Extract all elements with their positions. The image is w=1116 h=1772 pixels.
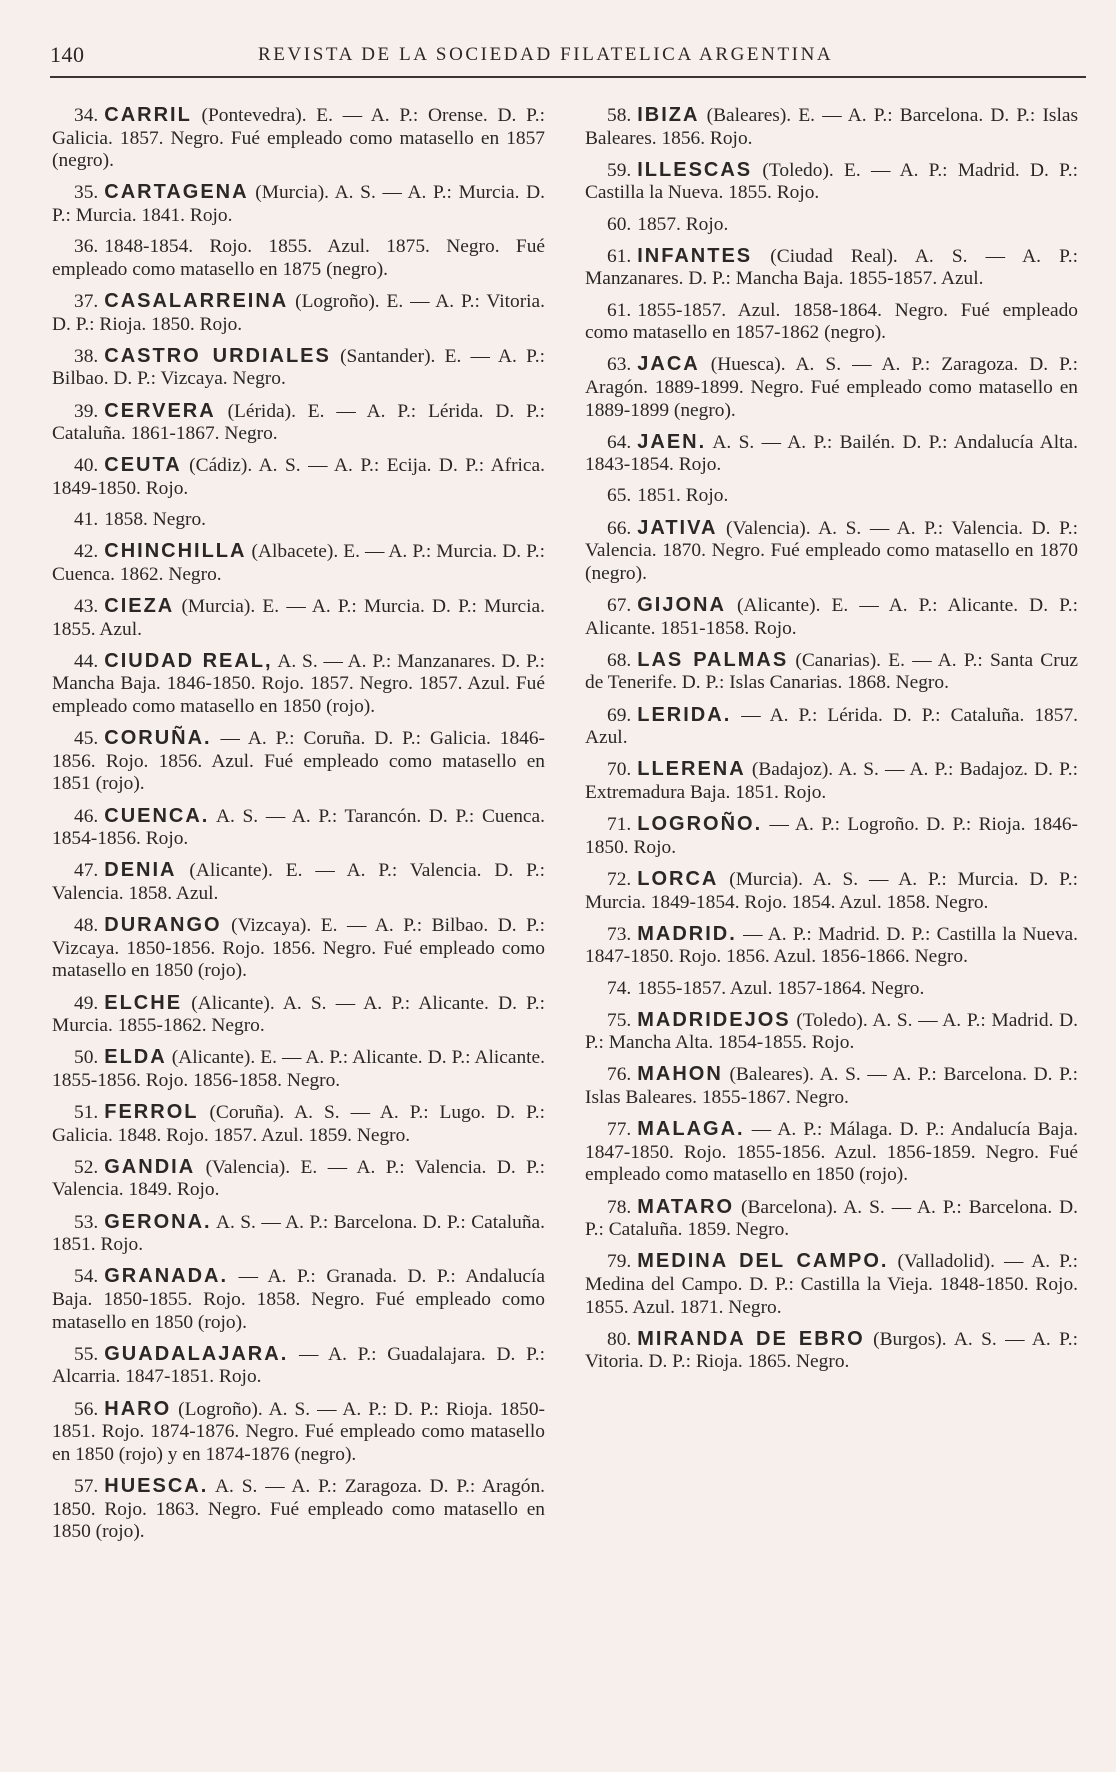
page-header [50, 36, 1086, 78]
entry-town: LAS PALMAS [637, 648, 789, 671]
entry-description: A. S. — A. P.: Tarancón. D. P.: Cuenca. 1854-1856. Rojo. [52, 805, 545, 850]
entry-town: MALAGA. [637, 1118, 745, 1141]
entry-number: 36. [74, 236, 99, 258]
entry-number: 57. [74, 1475, 99, 1497]
catalog-entry [52, 104, 545, 173]
entry-description: (Valladolid). — A. P.: Medina del Campo. D. P.: Castilla la Vieja. 1848-1850. Rojo. 1855. Azul. 1871. Negro. [585, 1251, 1078, 1318]
entry-description: (Alicante). A. S. — A. P.: Alicante. D. P.: Murcia. 1855-1862. Negro. [52, 992, 545, 1037]
entry-description: (Vizcaya). E. — A. P.: Bilbao. D. P.: Vizcaya. 1850-1856. Rojo. 1856. Negro. Fué empleado como matasello en 1850 (rojo). [52, 915, 545, 982]
entry-description: — A. P.: Logroño. D. P.: Rioja. 1846-1850. Rojo. [585, 814, 1078, 858]
catalog-entry [52, 805, 545, 851]
entry-number: 63. [607, 354, 632, 376]
entry-description: 1855-1857. Azul. 1857-1864. Negro. [637, 977, 925, 999]
entry-description: — A. P.: Madrid. D. P.: Castilla la Nueva. 1847-1850. Rojo. 1856. Azul. 1856-1866. Negro. [585, 923, 1078, 968]
catalog-entry [585, 649, 1078, 695]
catalog-entry [52, 1101, 545, 1147]
entry-description: (Barcelona). A. S. — A. P.: Barcelona. D. P.: Cataluña. 1859. Negro. [585, 1196, 1078, 1241]
entry-number: 48. [74, 915, 99, 937]
entry-number: 42. [74, 541, 99, 563]
entry-town: DENIA [104, 859, 177, 882]
catalog-entry [52, 509, 545, 532]
entry-number: 52. [74, 1156, 99, 1178]
entry-description: A. S. — A. P.: Zaragoza. D. P.: Aragón. 1850. Rojo. 1863. Negro. Fué empleado como matasello en 1850 (rojo). [52, 1475, 545, 1543]
catalog-entry [585, 1118, 1078, 1187]
page-number: 140 [50, 42, 85, 67]
entry-number: 61. [607, 299, 632, 321]
entry-town: LERIDA. [637, 703, 732, 726]
entry-description: — A. P.: Lérida. D. P.: Cataluña. 1857. Azul. [585, 704, 1078, 749]
entry-description: (Toledo). E. — A. P.: Madrid. D. P.: Castilla la Nueva. 1855. Rojo. [585, 159, 1078, 204]
entry-number: 77. [607, 1119, 632, 1141]
entry-description: — A. P.: Málaga. D. P.: Andalucía Baja. 1847-1850. Rojo. 1855-1856. Azul. 1856-1859. Negro. Fué empleado como matasello en 1850 (rojo). [585, 1119, 1078, 1186]
entry-town: JACA [637, 353, 700, 376]
entry-description: (Coruña). A. S. — A. P.: Lugo. D. P.: Galicia. 1848. Rojo. 1857. Azul. 1859. Negro. [52, 1102, 545, 1146]
entry-description: 1857. Rojo. [637, 213, 729, 235]
entry-number: 49. [74, 992, 99, 1014]
entry-description: (Murcia). E. — A. P.: Murcia. D. P.: Murcia. 1855. Azul. [52, 596, 545, 640]
entry-number: 51. [74, 1102, 99, 1124]
entry-number: 70. [607, 759, 632, 781]
entry-description: A. S. — A. P.: Manzanares. D. P.: Mancha Baja. 1846-1850. Rojo. 1857. Negro. 1857. Azul. Fué empleado como matasello en 1850 (rojo). [52, 650, 545, 717]
entry-town: CARRIL [104, 104, 192, 126]
entry-town: LORCA [637, 867, 719, 890]
entry-town: CORUÑA. [104, 727, 212, 750]
catalog-entry [52, 992, 545, 1038]
catalog-entry [52, 1398, 545, 1467]
entry-town: IBIZA [637, 104, 700, 126]
entry-town: JAEN. [637, 430, 707, 453]
entry-town: MATARO [637, 1195, 735, 1218]
entry-description: — A. P.: Granada. D. P.: Andalucía Baja. 1850-1855. Rojo. 1858. Negro. Fué empleado como matasello en 1850 (rojo). [52, 1266, 545, 1333]
entry-number: 74. [607, 977, 632, 999]
catalog-entry [585, 923, 1078, 969]
entry-description: (Canarias). E. — A. P.: Santa Cruz de Tenerife. D. P.: Islas Canarias. 1868. Negro. [585, 649, 1078, 694]
entry-town: GIJONA [637, 594, 726, 617]
entry-town: GUADALAJARA. [104, 1342, 289, 1365]
catalog-entry [585, 1328, 1078, 1374]
catalog-entry [585, 245, 1078, 291]
catalog-entry [585, 431, 1078, 477]
entry-description: (Huesca). A. S. — A. P.: Zaragoza. D. P.: Aragón. 1889-1899. Negro. Fué empleado como matasello en 1889-1899 (negro). [585, 354, 1078, 421]
entry-number: 80. [607, 1328, 632, 1350]
entry-number: 34. [74, 105, 99, 126]
entry-description: (Murcia). A. S. — A. P.: Murcia. D. P.: Murcia. 1841. Rojo. [52, 182, 545, 226]
catalog-entry [52, 650, 545, 719]
entry-number: 61. [607, 245, 632, 267]
entry-town: CASTRO URDIALES [104, 344, 331, 367]
entry-number: 65. [607, 485, 632, 507]
catalog-entry [52, 1475, 545, 1544]
left-column [52, 104, 545, 1552]
entry-description: (Baleares). E. — A. P.: Barcelona. D. P.: Islas Baleares. 1856. Rojo. [585, 105, 1078, 149]
entry-description: (Albacete). E. — A. P.: Murcia. D. P.: Cuenca. 1862. Negro. [52, 541, 545, 585]
entry-number: 66. [607, 517, 632, 539]
catalog-entry [52, 236, 545, 281]
entry-description: (Alicante). E. — A. P.: Alicante. D. P.: Alicante. 1855-1856. Rojo. 1856-1858. Negro. [52, 1047, 545, 1091]
entry-description: (Toledo). A. S. — A. P.: Madrid. D. P.: Mancha Alta. 1854-1855. Rojo. [585, 1009, 1078, 1054]
catalog-entry [585, 104, 1078, 150]
catalog-entry [585, 300, 1078, 345]
entry-number: 54. [74, 1266, 99, 1288]
entry-town: HARO [104, 1397, 172, 1420]
entry-description: 1851. Rojo. [637, 485, 729, 507]
entry-number: 40. [74, 455, 99, 477]
entry-number: 46. [74, 805, 99, 827]
entry-town: MADRID. [637, 922, 737, 945]
entry-town: CUENCA. [104, 804, 210, 827]
catalog-entry [52, 290, 545, 336]
entry-number: 69. [607, 704, 632, 726]
entry-description: (Santander). E. — A. P.: Bilbao. D. P.: Vizcaya. Negro. [52, 345, 545, 390]
right-column [585, 104, 1078, 1383]
entry-town: JATIVA [637, 516, 718, 539]
entry-number: 60. [607, 213, 632, 235]
entry-description: A. S. — A. P.: Bailén. D. P.: Andalucía Alta. 1843-1854. Rojo. [585, 431, 1078, 476]
entry-description: (Pontevedra). E. — A. P.: Orense. D. P.: Galicia. 1857. Negro. Fué empleado como matasello en 1857 (negro). [52, 105, 545, 172]
entry-description: — A. P.: Guadalajara. D. P.: Alcarria. 1847-1851. Rojo. [52, 1343, 545, 1388]
entry-number: 55. [74, 1343, 99, 1365]
entry-number: 44. [74, 650, 99, 672]
entry-town: CHINCHILLA [104, 540, 247, 563]
entry-town: CEUTA [104, 454, 182, 477]
entry-number: 64. [607, 431, 632, 453]
entry-description: (Alicante). E. — A. P.: Valencia. D. P.: Valencia. 1858. Azul. [52, 860, 545, 904]
running-title: REVISTA DE LA SOCIEDAD FILATELICA ARGENTINA [258, 44, 834, 65]
entry-town: ELDA [104, 1046, 167, 1069]
catalog-entry [52, 1156, 545, 1202]
catalog-entry [52, 727, 545, 796]
catalog-entry [52, 400, 545, 446]
entry-number: 39. [74, 400, 99, 422]
catalog-entry [52, 595, 545, 641]
entry-description: (Logroño). A. S. — A. P.: D. P.: Rioja. 1850-1851. Rojo. 1874-1876. Negro. Fué empleado como matasello en 1850 (rojo) y en 1874-1876 (negro). [52, 1398, 545, 1465]
entry-town: CIEZA [104, 595, 175, 618]
entry-number: 50. [74, 1047, 99, 1069]
entry-number: 79. [607, 1251, 632, 1273]
catalog-entry [585, 813, 1078, 859]
catalog-entry [585, 1250, 1078, 1319]
catalog-entry [585, 704, 1078, 750]
entry-town: CERVERA [104, 399, 216, 422]
entry-number: 47. [74, 860, 99, 882]
entry-number: 37. [74, 290, 99, 312]
entry-description: (Valencia). E. — A. P.: Valencia. D. P.: Valencia. 1849. Rojo. [52, 1156, 545, 1201]
entry-description: (Alicante). E. — A. P.: Alicante. D. P.: Alicante. 1851-1858. Rojo. [585, 595, 1078, 639]
catalog-entry [585, 1196, 1078, 1242]
catalog-entry [585, 594, 1078, 640]
catalog-entry [585, 978, 1078, 1001]
catalog-entry [52, 540, 545, 586]
entry-town: FERROL [104, 1101, 199, 1124]
entry-description: (Ciudad Real). A. S. — A. P.: Manzanares. D. P.: Mancha Baja. 1855-1857. Azul. [585, 245, 1078, 290]
entry-description: 1855-1857. Azul. 1858-1864. Negro. Fué empleado como matasello en 1857-1862 (negro). [585, 299, 1078, 344]
entry-description: (Cádiz). A. S. — A. P.: Ecija. D. P.: Africa. 1849-1850. Rojo. [52, 455, 545, 499]
entry-description: (Logroño). E. — A. P.: Vitoria. D. P.: Rioja. 1850. Rojo. [52, 290, 545, 335]
entry-number: 75. [607, 1009, 632, 1031]
entry-number: 72. [607, 868, 632, 890]
catalog-entry [585, 485, 1078, 508]
catalog-entry [585, 1009, 1078, 1055]
catalog-entry [52, 859, 545, 905]
entry-town: GERONA. [104, 1210, 212, 1233]
entry-number: 78. [607, 1196, 632, 1218]
entry-town: GRANADA. [104, 1265, 229, 1288]
entry-number: 58. [607, 105, 632, 126]
entry-town: ILLESCAS [637, 158, 753, 181]
entry-number: 45. [74, 728, 99, 750]
entry-number: 41. [74, 509, 99, 531]
entry-number: 76. [607, 1064, 632, 1086]
entry-town: LLERENA [637, 758, 746, 781]
entry-town: MEDINA DEL CAMPO. [637, 1250, 889, 1273]
entry-description: (Baleares). A. S. — A. P.: Barcelona. D. P.: Islas Baleares. 1855-1867. Negro. [585, 1064, 1078, 1109]
catalog-entry [52, 181, 545, 227]
catalog-entry [52, 1265, 545, 1334]
catalog-entry [585, 758, 1078, 804]
entry-town: CIUDAD REAL, [104, 649, 273, 672]
entry-town: DURANGO [104, 914, 222, 937]
entry-description: — A. P.: Coruña. D. P.: Galicia. 1846-1856. Rojo. 1856. Azul. Fué empleado como matasello en 1851 (rojo). [52, 728, 545, 795]
catalog-entry [52, 1211, 545, 1257]
catalog-entry [52, 1343, 545, 1389]
entry-town: MIRANDA DE EBRO [637, 1327, 865, 1350]
entry-number: 73. [607, 923, 632, 945]
entry-number: 43. [74, 596, 99, 618]
entry-town: HUESCA. [104, 1474, 209, 1497]
catalog-entry [52, 1046, 545, 1092]
entry-number: 56. [74, 1398, 99, 1420]
catalog-entry [585, 517, 1078, 586]
catalog-entry [52, 914, 545, 983]
catalog-entry [585, 214, 1078, 237]
entry-number: 38. [74, 345, 99, 367]
entry-number: 53. [74, 1211, 99, 1233]
entry-description: 1858. Negro. [104, 509, 207, 531]
catalog-entry [585, 159, 1078, 205]
entry-description: (Lérida). E. — A. P.: Lérida. D. P.: Cataluña. 1861-1867. Negro. [52, 400, 545, 445]
entry-description: (Valencia). A. S. — A. P.: Valencia. D. P.: Valencia. 1870. Negro. Fué empleado como matasello en 1870 (negro). [585, 517, 1078, 584]
entry-town: GANDIA [104, 1155, 196, 1178]
entry-town: INFANTES [637, 244, 753, 267]
catalog-entry [585, 1063, 1078, 1109]
entry-description: (Badajoz). A. S. — A. P.: Badajoz. D. P.: Extremadura Baja. 1851. Rojo. [585, 759, 1078, 803]
entry-number: 71. [607, 814, 632, 836]
entry-number: 59. [607, 159, 632, 181]
entry-number: 35. [74, 182, 99, 204]
entry-description: 1848-1854. Rojo. 1855. Azul. 1875. Negro. Fué empleado como matasello en 1875 (negro). [52, 236, 545, 280]
entry-town: CARTAGENA [104, 181, 249, 204]
entry-number: 68. [607, 649, 632, 671]
entry-town: LOGROÑO. [637, 813, 763, 836]
catalog-entry [585, 353, 1078, 422]
entry-town: ELCHE [104, 991, 183, 1014]
entry-description: (Burgos). A. S. — A. P.: Vitoria. D. P.: Rioja. 1865. Negro. [585, 1328, 1078, 1373]
entry-town: MADRIDEJOS [637, 1008, 791, 1031]
entry-description: (Murcia). A. S. — A. P.: Murcia. D. P.: Murcia. 1849-1854. Rojo. 1854. Azul. 1858. Negro. [585, 868, 1078, 913]
entry-town: MAHON [637, 1063, 723, 1086]
catalog-entry [52, 345, 545, 391]
catalog-entry [52, 454, 545, 500]
entry-number: 67. [607, 595, 632, 617]
catalog-entry [585, 868, 1078, 914]
entry-description: A. S. — A. P.: Barcelona. D. P.: Cataluña. 1851. Rojo. [52, 1211, 545, 1256]
entry-town: CASALARREINA [104, 289, 289, 312]
